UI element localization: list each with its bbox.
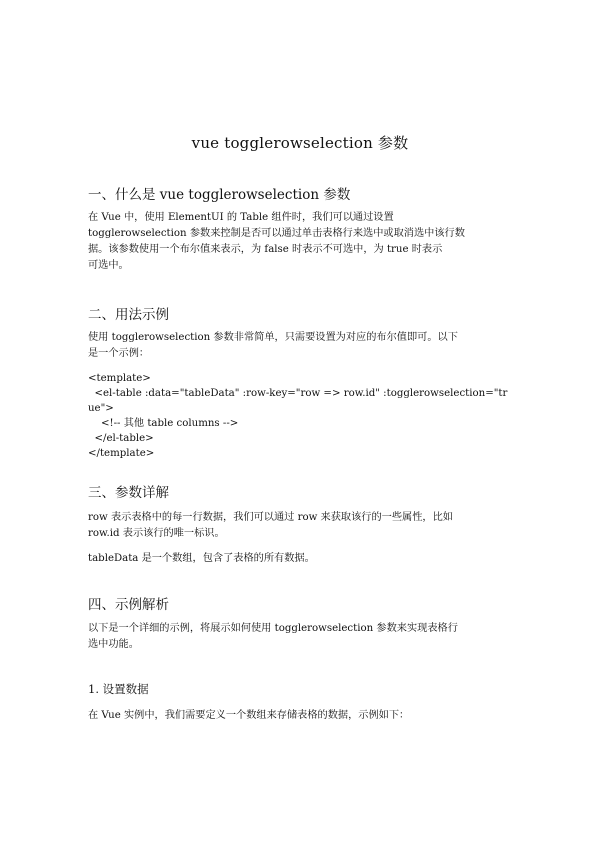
code-line: </el-table> <box>88 433 154 444</box>
section-3-paragraph-2 <box>88 551 518 567</box>
code-line: <template> <box>88 373 151 384</box>
section-heading-3: 三、参数详解 <box>88 485 169 501</box>
text-line: row 表示表格中的每一行数据，我们可以通过 row 来获取该行的一些属性，比如 <box>88 512 453 523</box>
text-line: 是一个示例： <box>88 348 150 359</box>
subsection-1-paragraph <box>88 708 518 724</box>
section-3-paragraph-1 <box>88 510 518 542</box>
section-4-paragraph <box>88 621 518 653</box>
text-line: togglerowselection 参数来控制是否可以通过单击表格行来选中或取消选中该行数 <box>88 228 465 239</box>
text-line: 使用 togglerowselection 参数非常简单，只需要设置为对应的布尔值即可。以下 <box>88 332 458 343</box>
code-line: </template> <box>88 448 155 459</box>
text-line: 在 Vue 实例中，我们需要定义一个数组来存储表格的数据，示例如下： <box>88 710 410 721</box>
text-line: 在 Vue 中，使用 ElementUI 的 Table 组件时，我们可以通过设置 <box>88 212 394 223</box>
subsection-heading-1: 1. 设置数据 <box>88 682 149 696</box>
section-heading-2: 二、用法示例 <box>88 307 169 323</box>
section-heading-1: 一、什么是 vue togglerowselection 参数 <box>88 187 351 203</box>
section-1-paragraph <box>88 210 518 274</box>
text-line: row.id 表示该行的唯一标识。 <box>88 528 225 539</box>
code-line: <!-- 其他 table columns --> <box>88 418 239 429</box>
text-line: 选中功能。 <box>88 639 139 650</box>
section-2-paragraph <box>88 330 518 362</box>
code-line: ue"> <box>88 403 114 414</box>
code-line: <el-table :data="tableData" :row-key="row => row.id" :togglerowselection="tr <box>88 388 508 399</box>
text-line: 可选中。 <box>88 260 129 271</box>
text-line: tableData 是一个数组，包含了表格的所有数据。 <box>88 553 315 564</box>
code-block <box>88 371 528 461</box>
page-title: vue togglerowselection 参数 <box>191 134 409 152</box>
text-line: 以下是一个详细的示例，将展示如何使用 togglerowselection 参数来实现表格行 <box>88 623 458 634</box>
section-heading-4: 四、示例解析 <box>88 597 169 613</box>
text-line: 据。该参数使用一个布尔值来表示，为 false 时表示不可选中，为 true 时表示 <box>88 244 443 255</box>
